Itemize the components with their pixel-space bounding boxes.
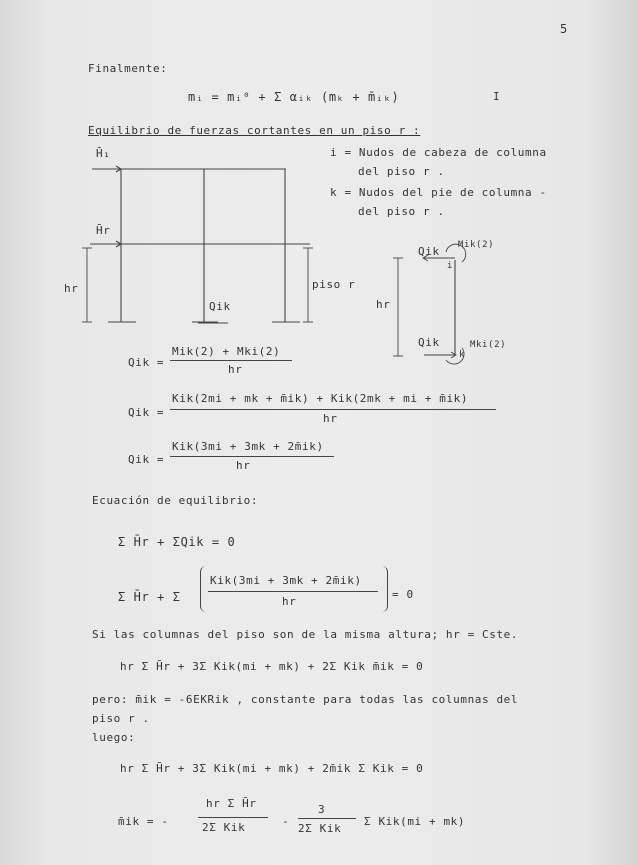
- eq-q3-numerator: Kik(3mi + 3mk + 2m̄ik): [172, 440, 324, 453]
- eq-final-frac2-denominator: 2Σ Kik: [298, 822, 342, 835]
- definition-k-line2: del piso r .: [358, 205, 445, 218]
- intro-text: Finalmente:: [88, 62, 168, 75]
- definition-i-line1: i = Nudos de cabeza de columna: [330, 146, 547, 159]
- eq-q1-denominator: hr: [228, 363, 243, 376]
- eq-q2-lhs: Qik =: [128, 406, 165, 419]
- eq-q1-fraction-bar: [170, 360, 292, 361]
- luego-text: luego:: [92, 731, 136, 744]
- page-number: 5: [560, 22, 568, 36]
- pero-text-line2: piso r .: [92, 712, 150, 725]
- eq-final-frac2-bar: [298, 818, 356, 819]
- eq-q2-fraction-bar: [170, 409, 496, 410]
- pero-text-line1: pero: m̄ik = -6EKRik , constante para todas las columnas del: [92, 693, 519, 706]
- eq-q1-numerator: Mik(2) + Mki(2): [172, 345, 281, 358]
- eq-equilibrium-2-fraction-bar: [208, 591, 378, 592]
- equilibrium-label: Ecuación de equilibrio:: [92, 494, 259, 507]
- same-height-text: Si las columnas del piso son de la misma altura; hr = Cste.: [92, 628, 519, 641]
- eq-q3-lhs: Qik =: [128, 453, 165, 466]
- definition-k-line1: k = Nudos del pie de columna -: [330, 186, 547, 199]
- eq-equilibrium-2-prefix: Σ H̄r + Σ: [118, 590, 181, 604]
- column-mik2: Mik(2): [458, 240, 495, 250]
- eq-final-minus: -: [282, 815, 290, 828]
- eq-equilibrium-1: Σ H̄r + ΣQik = 0: [118, 535, 236, 549]
- eq-equilibrium-4: hr Σ H̄r + 3Σ Kik(mi + mk) + 2m̄ik Σ Kik = 0: [120, 762, 424, 775]
- eq-equilibrium-2-denominator: hr: [282, 595, 297, 608]
- frame-hr-height-label: hr: [64, 282, 79, 295]
- column-i-label: i: [447, 261, 454, 271]
- eq-equilibrium-2-numerator: Kik(3mi + 3mk + 2m̄ik): [210, 574, 362, 587]
- eq-final-frac1-bar: [198, 817, 268, 818]
- eq-equilibrium-3: hr Σ H̄r + 3Σ Kik(mi + mk) + 2Σ Kik m̄ik = 0: [120, 660, 424, 673]
- column-qik-bottom: Qik: [418, 336, 440, 349]
- frame-h1-label: H̄₁: [96, 147, 111, 160]
- eq-q2-denominator: hr: [323, 412, 338, 425]
- column-qik-top: Qik: [418, 245, 440, 258]
- column-mki2: Mki(2): [470, 340, 507, 350]
- eq-q1-lhs: Qik =: [128, 356, 165, 369]
- definition-i-line2: del piso r .: [358, 165, 445, 178]
- equation-main: mᵢ = mᵢ⁰ + Σ αᵢₖ (mₖ + m̄ᵢₖ): [188, 90, 400, 104]
- column-hr-label: hr: [376, 298, 391, 311]
- frame-hr-label: H̄r: [96, 224, 111, 237]
- eq-final-frac1-numerator: hr Σ H̄r: [206, 797, 257, 810]
- eq-final-frac1-denominator: 2Σ Kik: [202, 821, 246, 834]
- section-title: Equilibrio de fuerzas cortantes en un piso r :: [88, 124, 421, 137]
- eq-q2-numerator: Kik(2mi + mk + m̄ik) + Kik(2mk + mi + m̄ik): [172, 392, 469, 405]
- frame-qik-label: Qik: [209, 300, 231, 313]
- eq-final-frac2-numerator: 3: [318, 803, 326, 816]
- eq-q3-fraction-bar: [170, 456, 334, 457]
- eq-final-lhs: m̄ik = -: [118, 815, 169, 828]
- eq-final-tail: Σ Kik(mi + mk): [364, 815, 466, 828]
- eq-q3-denominator: hr: [236, 459, 251, 472]
- equation-tag: I: [493, 90, 501, 103]
- eq-equilibrium-2-suffix: = 0: [392, 588, 414, 601]
- frame-piso-label: piso r: [312, 278, 356, 291]
- column-k-label: k: [459, 350, 466, 360]
